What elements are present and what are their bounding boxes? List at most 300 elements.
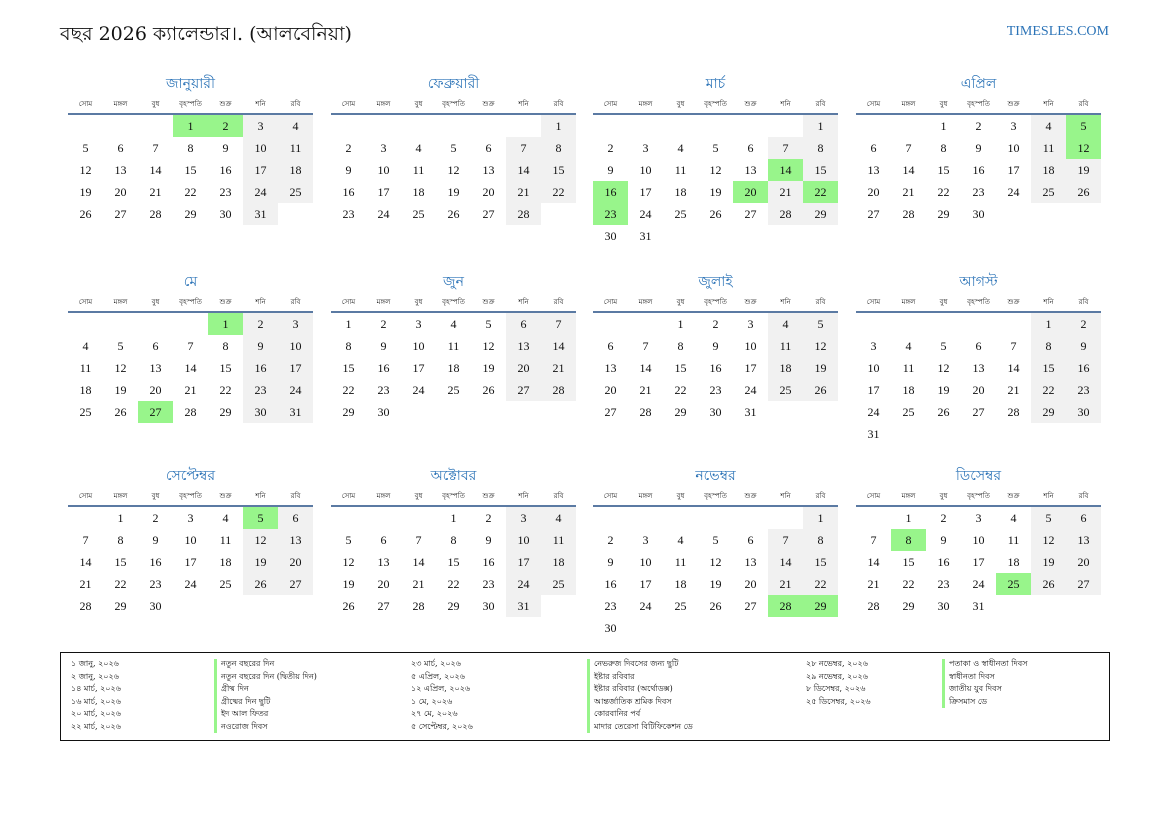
empty-cell (891, 115, 926, 137)
calendar-day: 20 (1066, 551, 1101, 573)
calendar-day: 19 (803, 357, 838, 379)
calendar-day: 1 (117, 511, 124, 525)
weekday-label: বুধ (414, 100, 423, 108)
weekday-label: রবি (290, 298, 301, 306)
weekday-label: শুক্র (744, 298, 757, 306)
calendar-day: 1 (905, 511, 912, 525)
calendar-day: 14 (1007, 361, 1020, 375)
holiday-date: ২২ মার্চ, ২০২৬ (71, 721, 121, 731)
calendar-day: 2 (607, 533, 614, 547)
calendar-day: 16 (482, 555, 495, 569)
holiday-name: পতাকা ও স্বাধীনতা দিবস (949, 659, 1028, 668)
calendar-day: 13 (482, 163, 495, 177)
calendar-day: 11 (79, 361, 92, 375)
calendar-day: 9 (607, 163, 614, 177)
weekday-label: সোম (866, 100, 881, 108)
empty-cell (366, 115, 401, 137)
calendar-day: 22 (937, 185, 950, 199)
empty-cell (593, 115, 628, 137)
calendar-day: 27 (744, 207, 757, 221)
weekday-label: সোম (866, 298, 881, 306)
calendar-day: 24 (278, 379, 313, 401)
calendar-day: 15 (674, 361, 687, 375)
calendar-day: 10 (1007, 141, 1020, 155)
weekday-label: শনি (780, 492, 791, 500)
weekday-label: বুধ (676, 298, 685, 306)
calendar-day: 7 (152, 141, 159, 155)
holiday-date: ২৩ মার্চ, ২০২৬ (411, 659, 461, 668)
calendar-day: 2 (243, 313, 278, 335)
holiday-date: ৫ সেপ্টেম্বর, ২০২৬ (411, 721, 473, 731)
calendar-day: 16 (972, 163, 985, 177)
holiday-name: ইষ্টার রবিবার (অর্থোডক্স) (594, 684, 673, 693)
calendar-day: 10 (506, 529, 541, 551)
month-name: নভেম্বর (695, 468, 736, 484)
calendar-day: 13 (1066, 529, 1101, 551)
weekday-label: শুক্র (1007, 100, 1020, 108)
weekday-label: বৃহস্পতি (179, 298, 202, 306)
calendar-day: 30 (149, 599, 162, 613)
calendar-day: 29 (937, 207, 950, 221)
calendar-day: 12 (114, 361, 127, 375)
weekday-label: রবি (290, 492, 301, 500)
weekday-header (856, 295, 1101, 313)
empty-cell (698, 115, 733, 137)
calendar-day: 1 (345, 317, 352, 331)
holiday-day: 27 (138, 401, 173, 423)
weekday-label: সোম (603, 298, 618, 306)
calendar-day: 4 (222, 511, 229, 525)
calendar-day: 19 (937, 383, 950, 397)
calendar-day: 14 (541, 335, 576, 357)
weekday-label: রবি (1078, 492, 1089, 500)
calendar-day: 22 (114, 577, 127, 591)
calendar-day: 8 (1031, 335, 1066, 357)
calendar-day: 23 (972, 185, 985, 199)
calendar-day: 9 (1066, 335, 1101, 357)
empty-cell (891, 313, 926, 335)
weekday-label: শনি (255, 298, 266, 306)
calendar-day: 13 (278, 529, 313, 551)
weekday-label: সোম (603, 492, 618, 500)
empty-cell (68, 115, 103, 137)
calendar-day: 13 (744, 555, 757, 569)
calendar-day: 27 (1066, 573, 1101, 595)
weekday-label: বৃহস্পতি (442, 492, 465, 500)
calendar-day: 28 (639, 405, 652, 419)
calendar-day: 17 (1007, 163, 1020, 177)
calendar-day: 15 (219, 361, 232, 375)
calendar-day: 6 (117, 141, 124, 155)
calendar-day: 1 (940, 119, 947, 133)
empty-cell (768, 115, 803, 137)
calendar-day: 30 (709, 405, 722, 419)
weekday-label: বৃহস্পতি (967, 298, 990, 306)
calendar-day: 17 (639, 185, 652, 199)
day-grid (593, 313, 838, 423)
weekday-label: শুক্র (482, 492, 495, 500)
holiday-name: আন্তর্জাতিক শ্রমিক দিবস (594, 696, 672, 706)
calendar-day: 18 (447, 361, 460, 375)
holiday-name: নেভরুজ দিবসের জন্য ছুটি (594, 659, 679, 668)
weekday-header (856, 489, 1101, 507)
holiday-day: 14 (768, 159, 803, 181)
calendar-day: 12 (709, 555, 722, 569)
calendar-day: 7 (415, 533, 422, 547)
calendar-day: 6 (380, 533, 387, 547)
calendar-day: 3 (642, 141, 649, 155)
calendar-day: 14 (149, 163, 162, 177)
calendar-day: 23 (243, 379, 278, 401)
month-name: জুলাই (698, 274, 733, 290)
calendar-day: 22 (902, 577, 915, 591)
weekday-label: মঙ্গল (113, 492, 128, 500)
calendar-day: 11 (219, 533, 232, 547)
day-grid (68, 115, 313, 225)
calendar-day: 21 (149, 185, 162, 199)
calendar-day: 3 (380, 141, 387, 155)
calendar-day: 30 (243, 401, 278, 423)
calendar-day: 25 (541, 573, 576, 595)
calendar-day: 26 (114, 405, 127, 419)
empty-cell (733, 115, 768, 137)
calendar-day: 17 (639, 577, 652, 591)
day-grid (856, 313, 1101, 445)
calendar-day: 2 (380, 317, 387, 331)
calendar-day: 1 (450, 511, 457, 525)
calendar-day: 11 (1031, 137, 1066, 159)
day-grid (593, 507, 838, 639)
calendar-day: 18 (541, 551, 576, 573)
holiday-name: গ্রীষ্মের দিন ছুটি (221, 696, 271, 706)
calendar-day: 16 (937, 555, 950, 569)
calendar-day: 30 (482, 599, 495, 613)
calendar-day: 3 (415, 317, 422, 331)
weekday-label: বুধ (939, 100, 948, 108)
calendar-day: 21 (768, 181, 803, 203)
calendar-day: 27 (377, 599, 390, 613)
calendar-day: 13 (149, 361, 162, 375)
calendar-day: 5 (712, 141, 719, 155)
calendar-day: 14 (639, 361, 652, 375)
holiday-date: ২৭ মে, ২০২৬ (411, 709, 458, 718)
calendar-day: 7 (82, 533, 89, 547)
calendar-day: 2 (485, 511, 492, 525)
calendar-day: 28 (541, 379, 576, 401)
calendar-day: 12 (342, 555, 355, 569)
weekday-label: রবি (553, 100, 564, 108)
calendar-day: 8 (222, 339, 229, 353)
calendar-day: 15 (803, 551, 838, 573)
calendar-day: 23 (482, 577, 495, 591)
calendar-day: 9 (152, 533, 159, 547)
holiday-date: ২ জানু, ২০২৬ (71, 671, 119, 681)
calendar-day: 28 (412, 599, 425, 613)
calendar-day: 29 (447, 599, 460, 613)
calendar-day: 24 (972, 577, 985, 591)
weekday-header (331, 489, 576, 507)
calendar-day: 29 (114, 599, 127, 613)
calendar-day: 28 (79, 599, 92, 613)
calendar-day: 31 (744, 405, 757, 419)
weekday-label: রবি (553, 298, 564, 306)
holiday-name: মাদার তেরেসা বিটিফিকেশন ডে (594, 721, 693, 731)
month-block (68, 466, 313, 617)
day-grid (331, 313, 576, 423)
calendar-day: 12 (79, 163, 92, 177)
calendar-day: 22 (1031, 379, 1066, 401)
calendar-day: 5 (345, 533, 352, 547)
calendar-day: 9 (243, 335, 278, 357)
holiday-day: 22 (803, 181, 838, 203)
calendar-day: 5 (940, 339, 947, 353)
weekday-label: শনি (1043, 298, 1054, 306)
calendar-day: 17 (972, 555, 985, 569)
calendar-day: 17 (278, 357, 313, 379)
calendar-day: 21 (79, 577, 92, 591)
holiday-day: 5 (243, 507, 278, 529)
calendar-day: 12 (937, 361, 950, 375)
calendar-day: 31 (243, 203, 278, 225)
weekday-label: সোম (78, 298, 93, 306)
calendar-day: 24 (506, 573, 541, 595)
calendar-day: 20 (744, 577, 757, 591)
holiday-date: ১২ এপ্রিল, ২০২৬ (411, 684, 471, 693)
empty-cell (926, 313, 961, 335)
holiday-day: 5 (1066, 115, 1101, 137)
month-block (593, 272, 838, 423)
calendar-day: 6 (870, 141, 877, 155)
calendar-day: 25 (768, 379, 803, 401)
weekday-label: বৃহস্পতি (704, 492, 727, 500)
empty-cell (68, 507, 103, 529)
calendar-day: 19 (79, 185, 92, 199)
calendar-day: 28 (149, 207, 162, 221)
empty-cell (628, 115, 663, 137)
weekday-label: বৃহস্পতি (967, 100, 990, 108)
weekday-label: শুক্র (1007, 492, 1020, 500)
calendar-day: 23 (149, 577, 162, 591)
calendar-day: 16 (709, 361, 722, 375)
weekday-label: রবি (1078, 298, 1089, 306)
calendar-day: 1 (803, 115, 838, 137)
calendar-day: 10 (744, 339, 757, 353)
calendar-day: 4 (768, 313, 803, 335)
calendar-day: 13 (114, 163, 127, 177)
empty-cell (331, 115, 366, 137)
holiday-day: 1 (173, 115, 208, 137)
empty-cell (173, 313, 208, 335)
calendar-day: 26 (243, 573, 278, 595)
calendar-day: 18 (412, 185, 425, 199)
calendar-day: 8 (450, 533, 457, 547)
calendar-day: 1 (1031, 313, 1066, 335)
calendar-day: 5 (117, 339, 124, 353)
site-link[interactable]: TIMESLES.COM (1006, 24, 1109, 39)
calendar-day: 21 (184, 383, 197, 397)
calendar-day: 6 (485, 141, 492, 155)
calendar-day: 4 (677, 533, 684, 547)
calendar-day: 31 (867, 427, 880, 441)
weekday-label: সোম (78, 492, 93, 500)
calendar-day: 28 (768, 203, 803, 225)
calendar-day: 9 (975, 141, 982, 155)
calendar-day: 9 (712, 339, 719, 353)
calendar-day: 14 (506, 159, 541, 181)
calendar-day: 4 (1010, 511, 1017, 525)
day-grid (68, 507, 313, 617)
calendar-day: 31 (972, 599, 985, 613)
calendar-day: 19 (342, 577, 355, 591)
weekday-label: সোম (78, 100, 93, 108)
calendar-day: 9 (485, 533, 492, 547)
weekday-label: বুধ (151, 298, 160, 306)
empty-cell (698, 507, 733, 529)
weekday-label: বৃহস্পতি (967, 492, 990, 500)
calendar-day: 25 (1031, 181, 1066, 203)
calendar-day: 17 (744, 361, 757, 375)
calendar-day: 18 (278, 159, 313, 181)
calendar-day: 15 (937, 163, 950, 177)
month-name: ডিসেম্বর (955, 468, 1002, 484)
weekday-label: শনি (780, 298, 791, 306)
month-block (68, 74, 313, 225)
calendar-day: 13 (604, 361, 617, 375)
calendar-day: 11 (541, 529, 576, 551)
calendar-day: 8 (187, 141, 194, 155)
calendar-day: 26 (937, 405, 950, 419)
calendar-day: 5 (82, 141, 89, 155)
calendar-day: 15 (184, 163, 197, 177)
calendar-day: 11 (412, 163, 425, 177)
calendar-day: 22 (219, 383, 232, 397)
calendar-day: 24 (412, 383, 425, 397)
calendar-day: 22 (803, 573, 838, 595)
holiday-date: ২৫ ডিসেম্বর, ২০২৬ (806, 696, 871, 706)
calendar-day: 22 (342, 383, 355, 397)
calendar-day: 24 (744, 383, 757, 397)
calendar-day: 23 (219, 185, 232, 199)
empty-cell (856, 507, 891, 529)
weekday-label: শুক্র (219, 100, 232, 108)
month-name: মে (183, 274, 198, 290)
day-grid (331, 115, 576, 225)
calendar-day: 11 (902, 361, 915, 375)
empty-cell (856, 313, 891, 335)
calendar-day: 17 (377, 185, 390, 199)
weekday-header (593, 489, 838, 507)
weekday-label: শুক্র (482, 100, 495, 108)
empty-cell (506, 115, 541, 137)
calendar-day: 16 (377, 361, 390, 375)
calendar-day: 7 (870, 533, 877, 547)
empty-cell (663, 115, 698, 137)
calendar-day: 25 (902, 405, 915, 419)
calendar-day: 25 (412, 207, 425, 221)
calendar-day: 19 (114, 383, 127, 397)
calendar-day: 5 (1031, 507, 1066, 529)
empty-cell (103, 115, 138, 137)
holiday-marker-bar (587, 659, 590, 733)
calendar-day: 30 (219, 207, 232, 221)
weekday-label: সোম (866, 492, 881, 500)
weekday-header (593, 295, 838, 313)
calendar-day: 25 (674, 207, 687, 221)
calendar-day: 11 (278, 137, 313, 159)
weekday-label: শনি (780, 100, 791, 108)
calendar-day: 19 (1031, 551, 1066, 573)
calendar-day: 6 (975, 339, 982, 353)
calendar-day: 15 (342, 361, 355, 375)
weekday-label: মঙ্গল (638, 100, 653, 108)
holiday-day: 25 (996, 573, 1031, 595)
calendar-day: 8 (803, 137, 838, 159)
calendar-day: 24 (184, 577, 197, 591)
calendar-day: 1 (803, 507, 838, 529)
calendar-day: 20 (278, 551, 313, 573)
calendar-day: 10 (639, 555, 652, 569)
weekday-label: বুধ (414, 298, 423, 306)
calendar-day: 24 (867, 405, 880, 419)
holiday-date: ৮ ডিসেম্বর, ২০২৬ (806, 684, 866, 693)
holiday-date: ২০ মার্চ, ২০২৬ (71, 709, 121, 718)
weekday-label: মঙ্গল (113, 298, 128, 306)
empty-cell (593, 507, 628, 529)
calendar-day: 16 (149, 555, 162, 569)
calendar-day: 8 (345, 339, 352, 353)
calendar-day: 28 (1007, 405, 1020, 419)
calendar-day: 7 (768, 137, 803, 159)
empty-cell (768, 507, 803, 529)
calendar-day: 17 (243, 159, 278, 181)
calendar-day: 21 (541, 357, 576, 379)
holiday-name: গ্রীষ্ম দিন (221, 684, 249, 693)
calendar-day: 24 (1007, 185, 1020, 199)
calendar-day: 31 (278, 401, 313, 423)
holiday-date: ৫ এপ্রিল, ২০২৬ (411, 671, 465, 681)
calendar-day: 21 (639, 383, 652, 397)
day-grid (856, 507, 1101, 617)
month-name: জানুয়ারী (166, 76, 215, 92)
calendar-day: 11 (447, 339, 460, 353)
weekday-label: রবি (815, 298, 826, 306)
weekday-header (331, 97, 576, 115)
empty-cell (436, 115, 471, 137)
calendar-day: 30 (1066, 401, 1101, 423)
empty-cell (961, 313, 996, 335)
calendar-day: 26 (482, 383, 495, 397)
calendar-day: 10 (867, 361, 880, 375)
weekday-label: বুধ (939, 298, 948, 306)
calendar-day: 27 (114, 207, 127, 221)
calendar-day: 8 (117, 533, 124, 547)
calendar-day: 23 (937, 577, 950, 591)
holiday-day: 2 (208, 115, 243, 137)
page-title: বছর 2026 ক্যালেন্ডার।. (আলবেনিয়া) (60, 23, 352, 45)
calendar-day: 18 (768, 357, 803, 379)
calendar-day: 6 (1066, 507, 1101, 529)
holiday-day: 28 (768, 595, 803, 617)
calendar-day: 14 (79, 555, 92, 569)
weekday-label: বৃহস্পতি (704, 298, 727, 306)
calendar-day: 3 (747, 317, 754, 331)
calendar-day: 19 (482, 361, 495, 375)
calendar-day: 24 (639, 207, 652, 221)
calendar-day: 17 (412, 361, 425, 375)
calendar-day: 12 (709, 163, 722, 177)
calendar-day: 25 (674, 599, 687, 613)
calendar-day: 7 (768, 529, 803, 551)
